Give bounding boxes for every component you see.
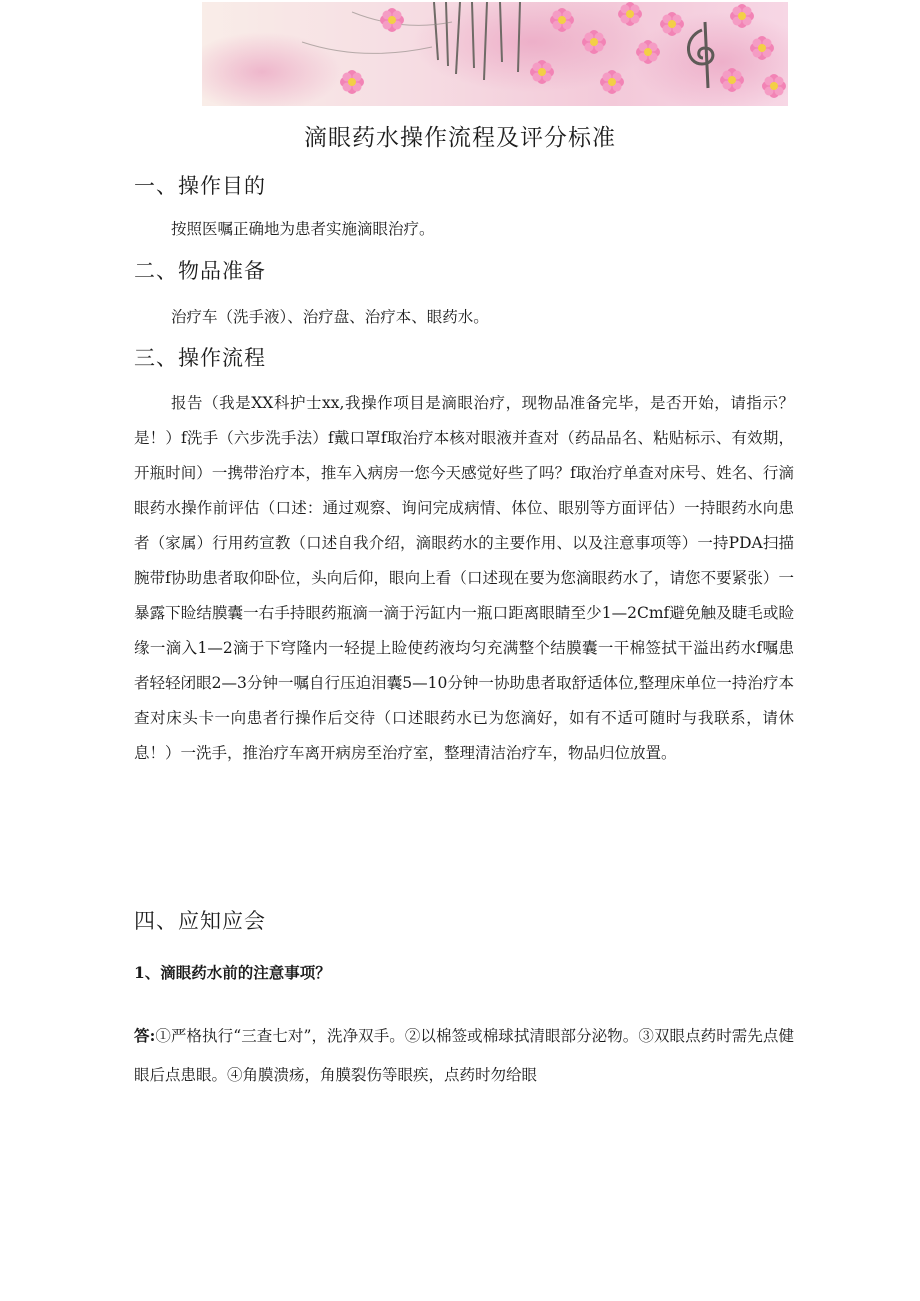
section-text-purpose: 按照医嘱正确地为患者实施滴眼治疗。 [171,220,435,238]
flower-decoration-icon [202,2,788,106]
section-heading-materials: 二、物品准备 [134,259,266,283]
answer-text: ①严格执行“三查七对”，洗净双手。②以棉签或棉球拭清眼部分泌物。③双眼点药时需先点健眼后点患眼。④角膜溃疡，角膜裂伤等眼疾，点药时勿给眼 [134,1027,794,1084]
answer-label: 答: [134,1026,156,1045]
page-title: 滴眼药水操作流程及评分标准 [304,125,616,151]
answer-1 [134,1016,794,1095]
floral-banner-image [202,2,788,106]
question-1: 1、滴眼药水前的注意事项？ [134,963,331,982]
section-heading-purpose: 一、操作目的 [134,174,266,198]
section-heading-knowledge: 四、应知应会 [134,909,266,933]
section-text-materials: 治疗车（洗手液）、治疗盘、治疗本、眼药水。 [171,308,489,326]
section-heading-procedure: 三、操作流程 [134,346,266,370]
section-text-procedure: 报告（我是XX科护士xx,我操作项目是滴眼治疗，现物品准备完毕，是否开始，请指示？是！）f洗手（六步洗手法）f戴口罩f取治疗本核对眼液并查对（药品品名、粘贴标示、有效期，开瓶时间）一携带治疗本，推车入病房一您今天感觉好些了吗？f取治疗单查对床号、姓名、行滴眼药水操作前评估（口述：通过观察、询问完成病情、体位、眼别等方面评估）一持眼药水向患者（家属）行用药宣教（口述自我介绍，滴眼药水的主要作用、以及注意事项等）一持PDA扫描腕带f协助患者取仰卧位，头向后仰，眼向上看（口述现在要为您滴眼药水了，请您不要紧张）一暴露下睑结膜囊一右手持眼药瓶滴一滴于污缸内一瓶口距离眼睛至少1—2Cmf避免触及睫毛或睑缘一滴入1—2滴于下穹隆内一轻提上睑使药液均匀充满整个结膜囊一干棉签拭干溢出药水f嘱患者轻轻闭眼2—3分钟一嘱自行压迫泪囊5—10分钟一协助患者取舒适体位,整理床单位一持治疗本查对床头卡一向患者行操作后交待（口述眼药水已为您滴好，如有不适可随时与我联系，请休息！）一洗手，推治疗车离开病房至治疗室，整理清洁治疗车，物品归位放置。 [134,394,794,762]
